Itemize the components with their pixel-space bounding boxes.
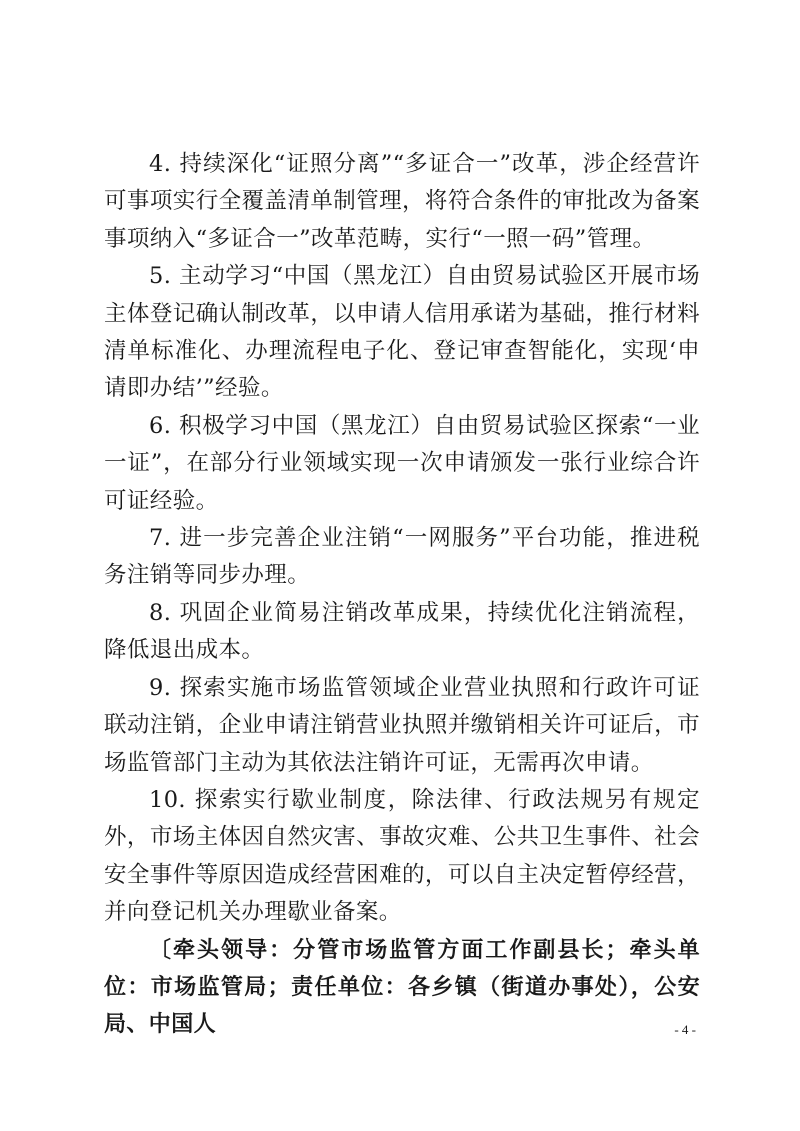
- paragraph-item-8: 8. 巩固企业简易注销改革成果，持续优化注销流程，降低退出成本。: [104, 599, 700, 664]
- paragraph-item-6: 6. 积极学习中国（黑龙江）自由贸易试验区探索“一业一证”，在部分行业领域实现一次申请颁发一张行业综合许可证经验。: [104, 412, 700, 514]
- paragraph-item-7: 7. 进一步完善企业注销“一网服务”平台功能，推进税务注销等同步办理。: [104, 525, 700, 589]
- paragraph-item-4: 4. 持续深化“证照分离”“多证合一”改革，涉企经营许可事项实行全覆盖清单制管理，将符合条件的审批改为备案事项纳入“多证合一”改革范畴，实行“一照一码”管理。: [104, 151, 700, 252]
- paragraph-item-9: 9. 探索实施市场监管领域企业营业执照和行政许可证联动注销，企业申请注销营业执照并缴销相关许可证后，市场监管部门主动为其依法注销许可证，无需再次申请。: [104, 674, 700, 776]
- responsibility-note: 〔牵头领导：分管市场监管方面工作副县长；牵头单位：市场监管局；责任单位：各乡镇（街道办事处），公安局、中国人: [104, 937, 700, 1038]
- paragraph-item-10: 10. 探索实行歇业制度，除法律、行政法规另有规定外，市场主体因自然灾害、事故灾难、公共卫生事件、社会安全事件等原因造成经营困难的，可以自主决定暂停经营，并向登记机关办理歇业备案。: [104, 786, 700, 926]
- body-text: [104, 146, 700, 1044]
- page-number: - 4 -: [674, 1022, 696, 1037]
- paragraph-item-5: 5. 主动学习“中国（黑龙江）自由贸易试验区开展市场主体登记确认制改革，以申请人信用承诺为基础，推行材料清单标准化、办理流程电子化、登记审查智能化，实现‘申请即办结’”经验。: [104, 263, 700, 402]
